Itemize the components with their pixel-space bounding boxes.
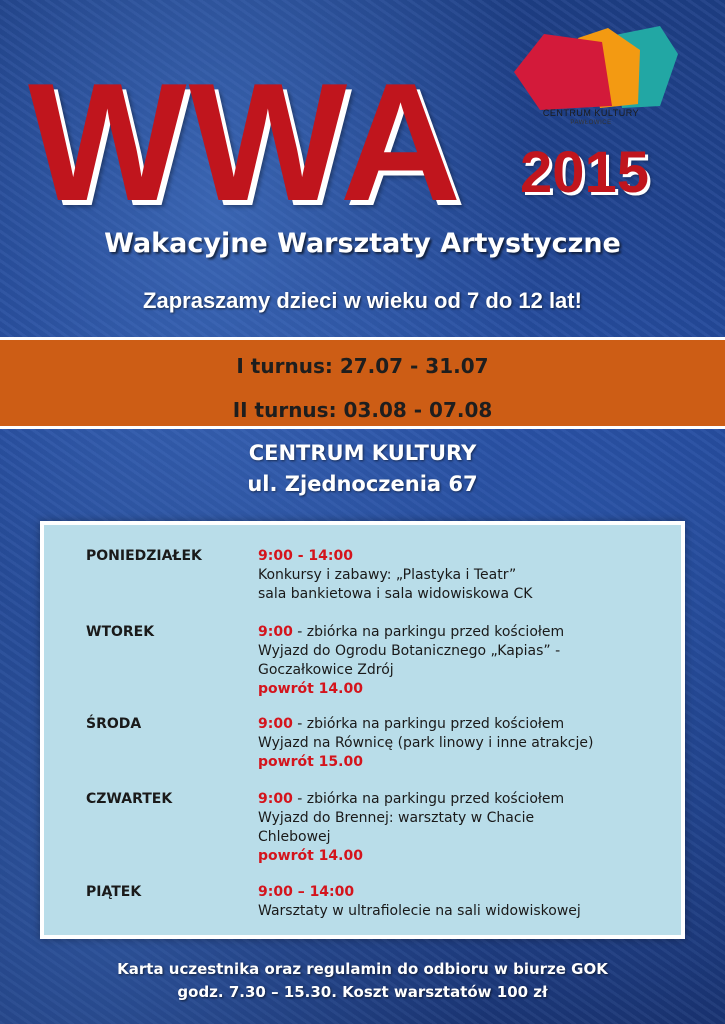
day-label: WTOREK <box>86 624 155 640</box>
time: 9:00 <box>258 716 293 732</box>
return-time: powrót 14.00 <box>258 848 363 864</box>
time: 9:00 <box>258 624 293 640</box>
time: 9:00 - 14:00 <box>258 548 353 564</box>
logo-name: CENTRUM KULTURY <box>542 108 640 118</box>
footer-line-1: Karta uczestnika oraz regulamin do odbioru w biurze GOK <box>117 960 608 978</box>
venue-name: CENTRUM KULTURY <box>248 441 477 465</box>
detail-line: Wyjazd na Równicę (park linowy i inne atrakcje) <box>258 735 594 751</box>
venue-address: ul. Zjednoczenia 67 <box>247 472 478 496</box>
day-label: PIĄTEK <box>86 884 142 900</box>
day-details <box>258 547 668 604</box>
event-year: 2015 <box>520 140 650 205</box>
day-label: CZWARTEK <box>86 791 173 807</box>
detail-line: Konkursy i zabawy: „Plastyka i Teatr” <box>258 567 517 583</box>
detail-line: Chlebowej <box>258 829 331 845</box>
day-details <box>258 715 668 772</box>
time-note: - zbiórka na parkingu przed kościołem <box>292 624 565 640</box>
schedule-box <box>40 521 685 939</box>
logo-sub: PAWŁOWICE <box>570 120 612 126</box>
day-details <box>258 790 668 866</box>
day-details <box>258 623 668 699</box>
turns-band <box>0 337 725 429</box>
return-time: powrót 15.00 <box>258 754 363 770</box>
detail-line: Goczałkowice Zdrój <box>258 662 394 678</box>
day-details <box>258 883 668 921</box>
event-acronym: WWA <box>28 48 464 236</box>
turn-1: I turnus: 27.07 - 31.07 <box>236 354 489 378</box>
time: 9:00 – 14:00 <box>258 884 355 900</box>
time: 9:00 <box>258 791 293 807</box>
day-label: PONIEDZIAŁEK <box>86 548 202 564</box>
logo-text <box>528 108 654 128</box>
footer-line-2: godz. 7.30 – 15.30. Koszt warsztatów 100 zł <box>177 983 548 1001</box>
return-time: powrót 14.00 <box>258 681 363 697</box>
detail-line: Wyjazd do Ogrodu Botanicznego „Kapias” - <box>258 643 561 659</box>
detail-line: sala bankietowa i sala widowiskowa CK <box>258 586 533 602</box>
detail-line: Warsztaty w ultrafiolecie na sali widowiskowej <box>258 903 581 919</box>
invitation-text: Zapraszamy dzieci w wieku od 7 do 12 lat! <box>143 288 582 313</box>
detail-line: Wyjazd do Brennej: warsztaty w Chacie <box>258 810 535 826</box>
turn-2: II turnus: 03.08 - 07.08 <box>232 398 493 422</box>
day-label: ŚRODA <box>86 716 142 732</box>
time-note: - zbiórka na parkingu przed kościołem <box>292 791 565 807</box>
event-subtitle: Wakacyjne Warsztaty Artystyczne <box>104 228 621 259</box>
logo-red-shape <box>514 34 612 110</box>
time-note: - zbiórka na parkingu przed kościołem <box>292 716 565 732</box>
